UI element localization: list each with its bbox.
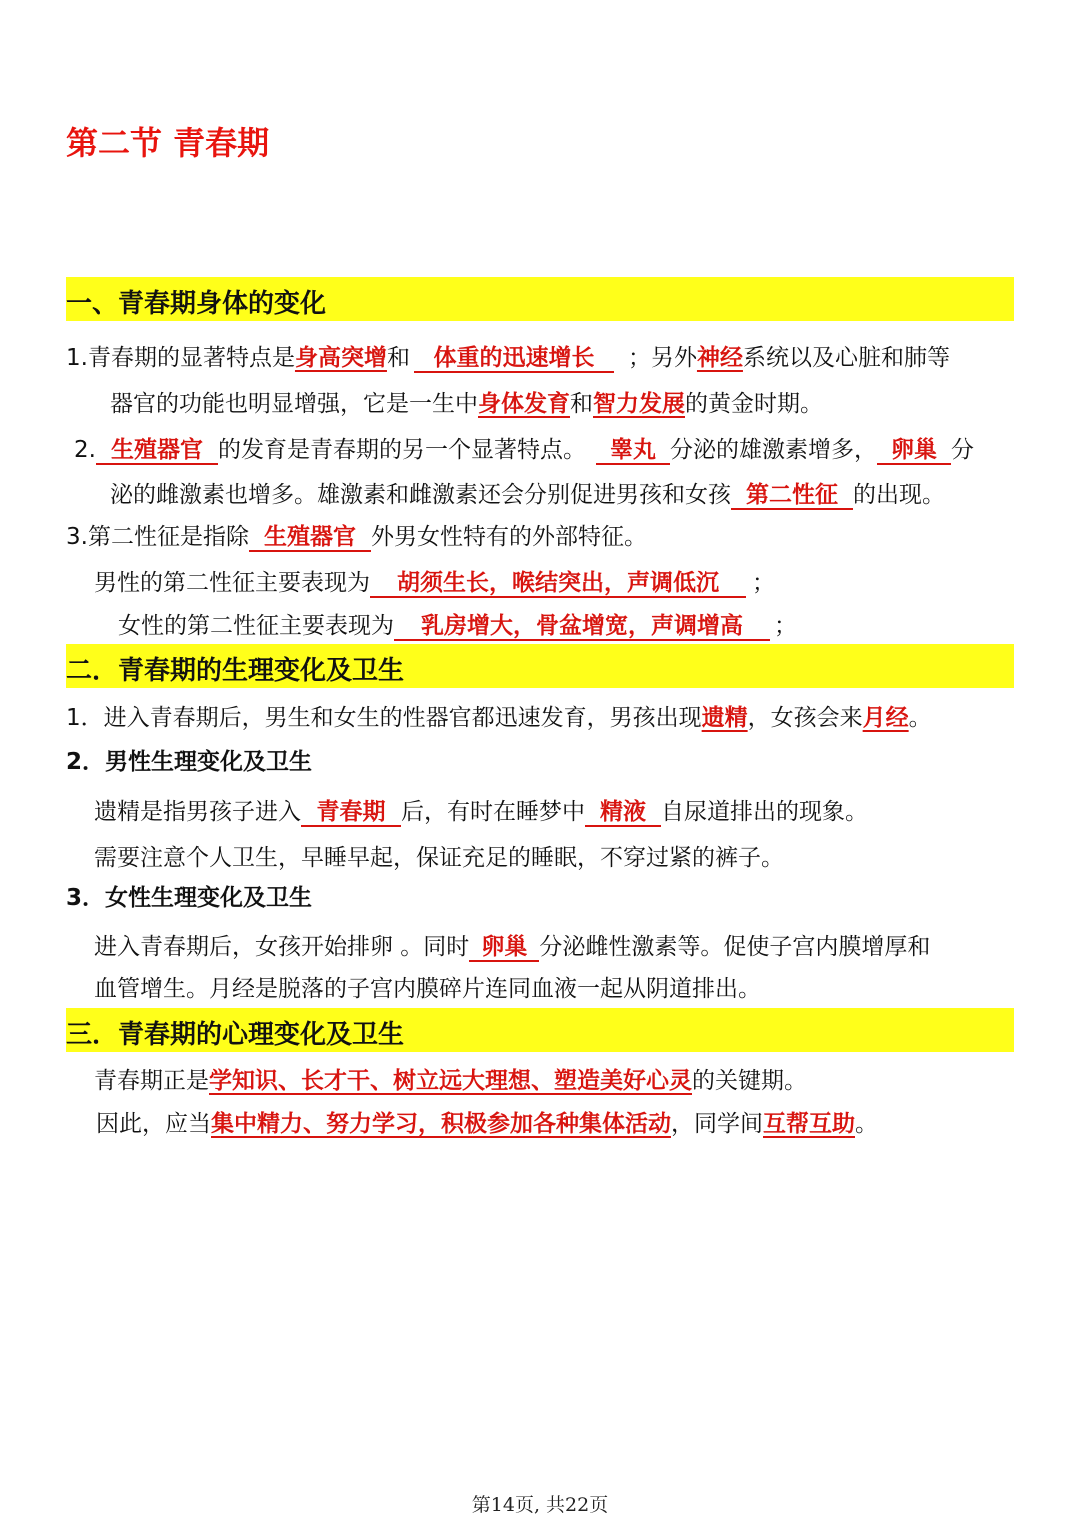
text: 男性的第二性征主要表现为	[94, 570, 370, 596]
answer-blank: 青春期	[301, 799, 401, 827]
keyword: 互帮互助	[763, 1111, 855, 1137]
text: ，女孩会来	[747, 705, 863, 731]
keyword: 遗精	[701, 705, 748, 731]
text: 的出现。	[853, 482, 945, 508]
text: 进入青春期后，女孩开始排卵 。同时	[94, 934, 470, 960]
section-1-heading: 一、青春期身体的变化	[66, 289, 327, 319]
section-2-heading: 二．青春期的生理变化及卫生	[66, 656, 405, 686]
answer-blank: 体重的迅速增长	[414, 345, 614, 373]
answer-blank: 第二性征	[731, 482, 853, 510]
s2-paragraph-5: 血管增生。月经是脱落的子宫内膜碎片连同血液一起从阴道排出。	[94, 976, 761, 1002]
text: ；另外	[627, 345, 697, 371]
text: 自尿道排出的现象。	[661, 799, 868, 825]
text: 1．进入青春期后，男生和女生的性器官都迅速发育，男孩出现	[66, 705, 702, 731]
s1-paragraph-3	[66, 522, 647, 552]
text: 分泌的雄激素增多，	[669, 437, 877, 463]
page-number-footer: 第14页, 共22页	[471, 1494, 609, 1516]
s1-paragraph-2	[74, 435, 974, 465]
keyword: 学知识、长才干、树立远大理想、塑造美好心灵	[209, 1068, 692, 1094]
text: 青春期正是	[94, 1068, 209, 1094]
text: 系统以及心脏和肺等	[742, 345, 950, 371]
text: 女性的第二性征主要表现为	[118, 613, 394, 639]
answer-blank: 精液	[585, 799, 661, 827]
text: 2.	[74, 437, 96, 463]
s1-paragraph-4	[94, 568, 775, 598]
text: 的关键期。	[692, 1068, 807, 1094]
text: 遗精是指男孩子进入	[94, 799, 301, 825]
s1-paragraph-1	[66, 343, 950, 373]
s3-paragraph-2	[96, 1109, 878, 1139]
s2-paragraph-1	[66, 703, 932, 733]
s1-paragraph-1-cont	[110, 389, 823, 419]
keyword: 月经	[862, 705, 909, 731]
s2-paragraph-3: 需要注意个人卫生，早睡早起，保证充足的睡眠，不穿过紧的裤子。	[94, 845, 784, 871]
text: 器官的功能也明显增强，它是一生中	[110, 391, 478, 417]
text: ；	[774, 613, 797, 639]
keyword: 集中精力、努力学习，积极参加各种集体活动	[211, 1111, 671, 1137]
text: 分泌雌性激素等。促使子宫内膜增厚和	[539, 934, 931, 960]
s3-paragraph-1	[94, 1066, 807, 1096]
s2-subheading-male: 2．男性生理变化及卫生	[66, 749, 313, 775]
s1-paragraph-5	[118, 611, 797, 641]
s2-paragraph-4	[94, 932, 930, 962]
text: 3.第二性征是指除	[66, 524, 249, 550]
answer-blank: 胡须生长，喉结突出，声调低沉	[370, 570, 746, 598]
text: 后，有时在睡梦中	[401, 799, 585, 825]
section-3-heading-band	[66, 1008, 1014, 1052]
text: 的黄金时期。	[685, 391, 823, 417]
section-3-heading: 三．青春期的心理变化及卫生	[66, 1020, 405, 1050]
page-title: 第二节 青春期	[66, 124, 270, 162]
keyword: 神经	[696, 345, 743, 371]
text: 外男女性特有的外部特征。	[370, 524, 647, 550]
text: ，同学间	[671, 1111, 763, 1137]
answer-blank: 生殖器官	[96, 437, 218, 465]
answer-blank: 卵巢	[469, 934, 539, 962]
answer-blank: 乳房增大，骨盆增宽，声调增高	[394, 613, 770, 641]
text: 。	[908, 705, 932, 731]
keyword: 身体发育	[478, 391, 570, 417]
section-2-heading-band	[66, 644, 1014, 688]
keyword: 身高突增	[294, 345, 387, 371]
s2-subheading-female: 3．女性生理变化及卫生	[66, 885, 313, 911]
keyword: 智力发展	[593, 391, 685, 417]
text: 1.青春期的显著特点是	[66, 345, 295, 371]
text: 因此，应当	[96, 1111, 211, 1137]
text: ；	[752, 570, 775, 596]
s2-paragraph-2	[94, 797, 868, 827]
text: 和	[570, 391, 593, 417]
s1-paragraph-2-cont	[110, 480, 945, 510]
answer-blank: 生殖器官	[249, 524, 371, 552]
text: 的发育是青春期的另一个显著特点。	[217, 437, 586, 463]
answer-blank: 睾丸	[596, 437, 670, 465]
section-1-heading-band	[66, 277, 1014, 321]
text: 分	[950, 437, 974, 463]
text: 。	[855, 1111, 878, 1137]
text: 泌的雌激素也增多。雄激素和雌激素还会分别促进男孩和女孩	[110, 482, 731, 508]
text: 和	[386, 345, 410, 371]
answer-blank: 卵巢	[877, 437, 951, 465]
